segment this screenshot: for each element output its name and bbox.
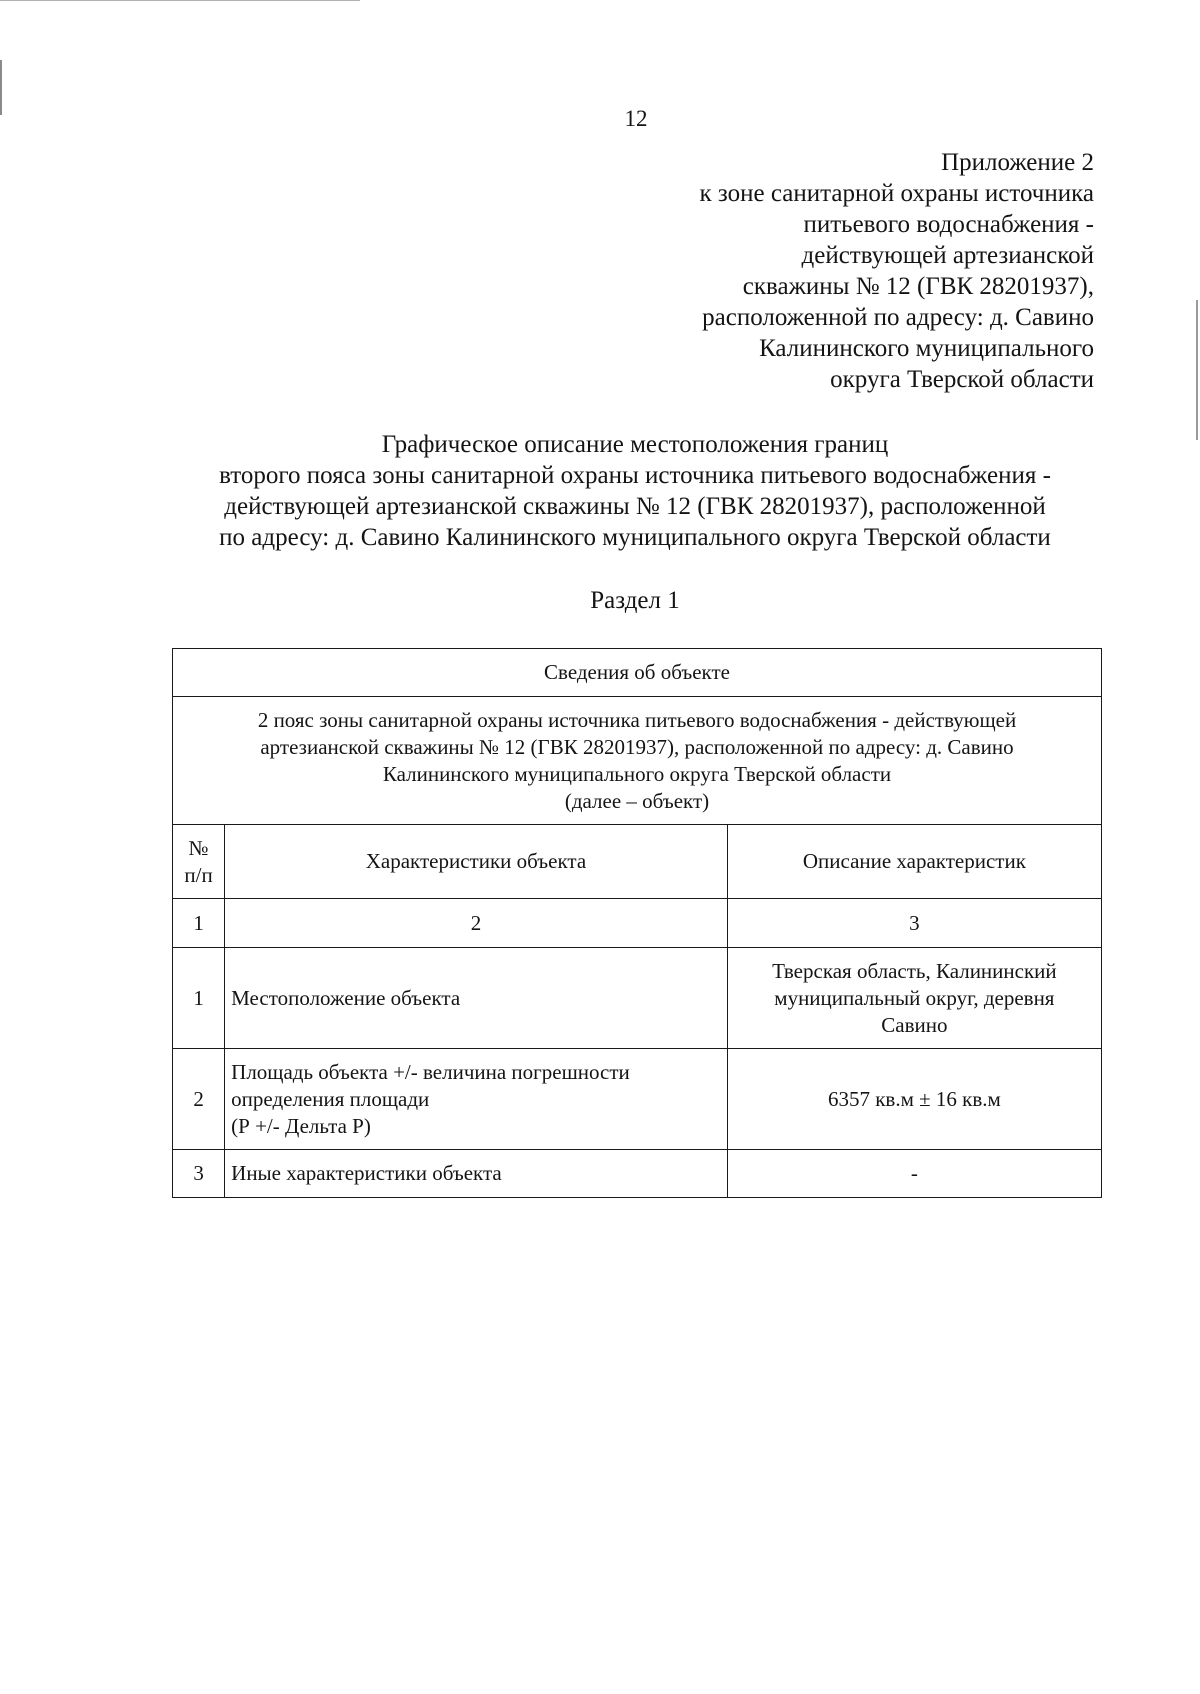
row-description-line: Савино [881,1012,948,1037]
col-header-num [173,825,225,899]
scan-artifact-top [0,0,360,1]
row-characteristic-line: Иные характеристики объекта [231,1161,502,1185]
scan-artifact-right-edge [1196,300,1198,440]
title-line: действующей артезианской скважины № 12 (ГВК 28201937), расположенной [224,493,1046,520]
appendix-line: Калининского муниципального [759,335,1094,362]
section-title: Раздел 1 [590,587,680,614]
col-header-num-label: п/п [184,862,213,887]
appendix-line: скважины № 12 (ГВК 28201937), [742,273,1094,300]
row-characteristic [225,1049,728,1150]
object-info-table [172,648,1102,1198]
row-description-line: муниципальный округ, деревня [774,985,1055,1010]
page-number: 12 [624,106,648,131]
table-heading: Сведения об объекте [173,649,1102,697]
col-number: 1 [173,899,225,948]
title-line: по адресу: д. Савино Калининского муниципального округа Тверской области [219,524,1051,551]
appendix-line: Приложение 2 [941,149,1094,176]
object-description-row [173,697,1102,825]
col-number: 2 [225,899,728,948]
row-description [727,948,1101,1049]
table-row [173,948,1102,1049]
row-characteristic-line: Площадь объекта +/- величина погрешности [231,1059,630,1084]
row-characteristic [225,1150,728,1198]
title-line: Графическое описание местоположения границ [381,431,889,458]
col-header-description: Описание характеристик [727,825,1101,899]
object-line: 2 пояс зоны санитарной охраны источника питьевого водоснабжения - действующей [257,707,1017,732]
row-characteristic-line: Местоположение объекта [231,985,461,1010]
appendix-line: расположенной по адресу: д. Савино [702,304,1094,331]
document-title [130,429,1140,553]
col-header-num-symbol: № [188,835,209,860]
appendix-line: округа Тверской области [830,366,1094,393]
row-description-line: 6357 кв.м ± 16 кв.м [827,1086,1001,1111]
row-characteristic-line: (Р +/- Дельта Р) [231,1113,371,1138]
object-line: (далее – объект) [564,788,710,813]
table-row [173,1049,1102,1150]
col-number: 3 [727,899,1101,948]
row-number: 1 [173,948,225,1049]
table-heading-row [173,649,1102,697]
row-number: 2 [173,1049,225,1150]
row-description [727,1049,1101,1150]
row-description-line: - [910,1161,918,1185]
col-header-characteristics: Характеристики объекта [225,825,728,899]
column-number-row [173,899,1102,948]
appendix-line: к зоне санитарной охраны источника [699,180,1094,207]
title-line: второго пояса зоны санитарной охраны источника питьевого водоснабжения - [219,462,1051,489]
object-line: артезианской скважины № 12 (ГВК 28201937), расположенной по адресу: д. Савино [260,734,1014,759]
appendix-line: питьевого водоснабжения - [803,211,1094,238]
appendix-header [700,147,1094,395]
row-description [727,1150,1101,1198]
row-characteristic [225,948,728,1049]
appendix-line: действующей артезианской [801,242,1094,269]
table-row [173,1150,1102,1198]
row-number: 3 [173,1150,225,1198]
object-line: Калининского муниципального округа Тверской области [382,761,892,786]
column-header-row [173,825,1102,899]
object-description [173,697,1102,825]
row-description-line: Тверская область, Калининский [772,958,1057,983]
row-characteristic-line: определения площади [231,1086,430,1111]
